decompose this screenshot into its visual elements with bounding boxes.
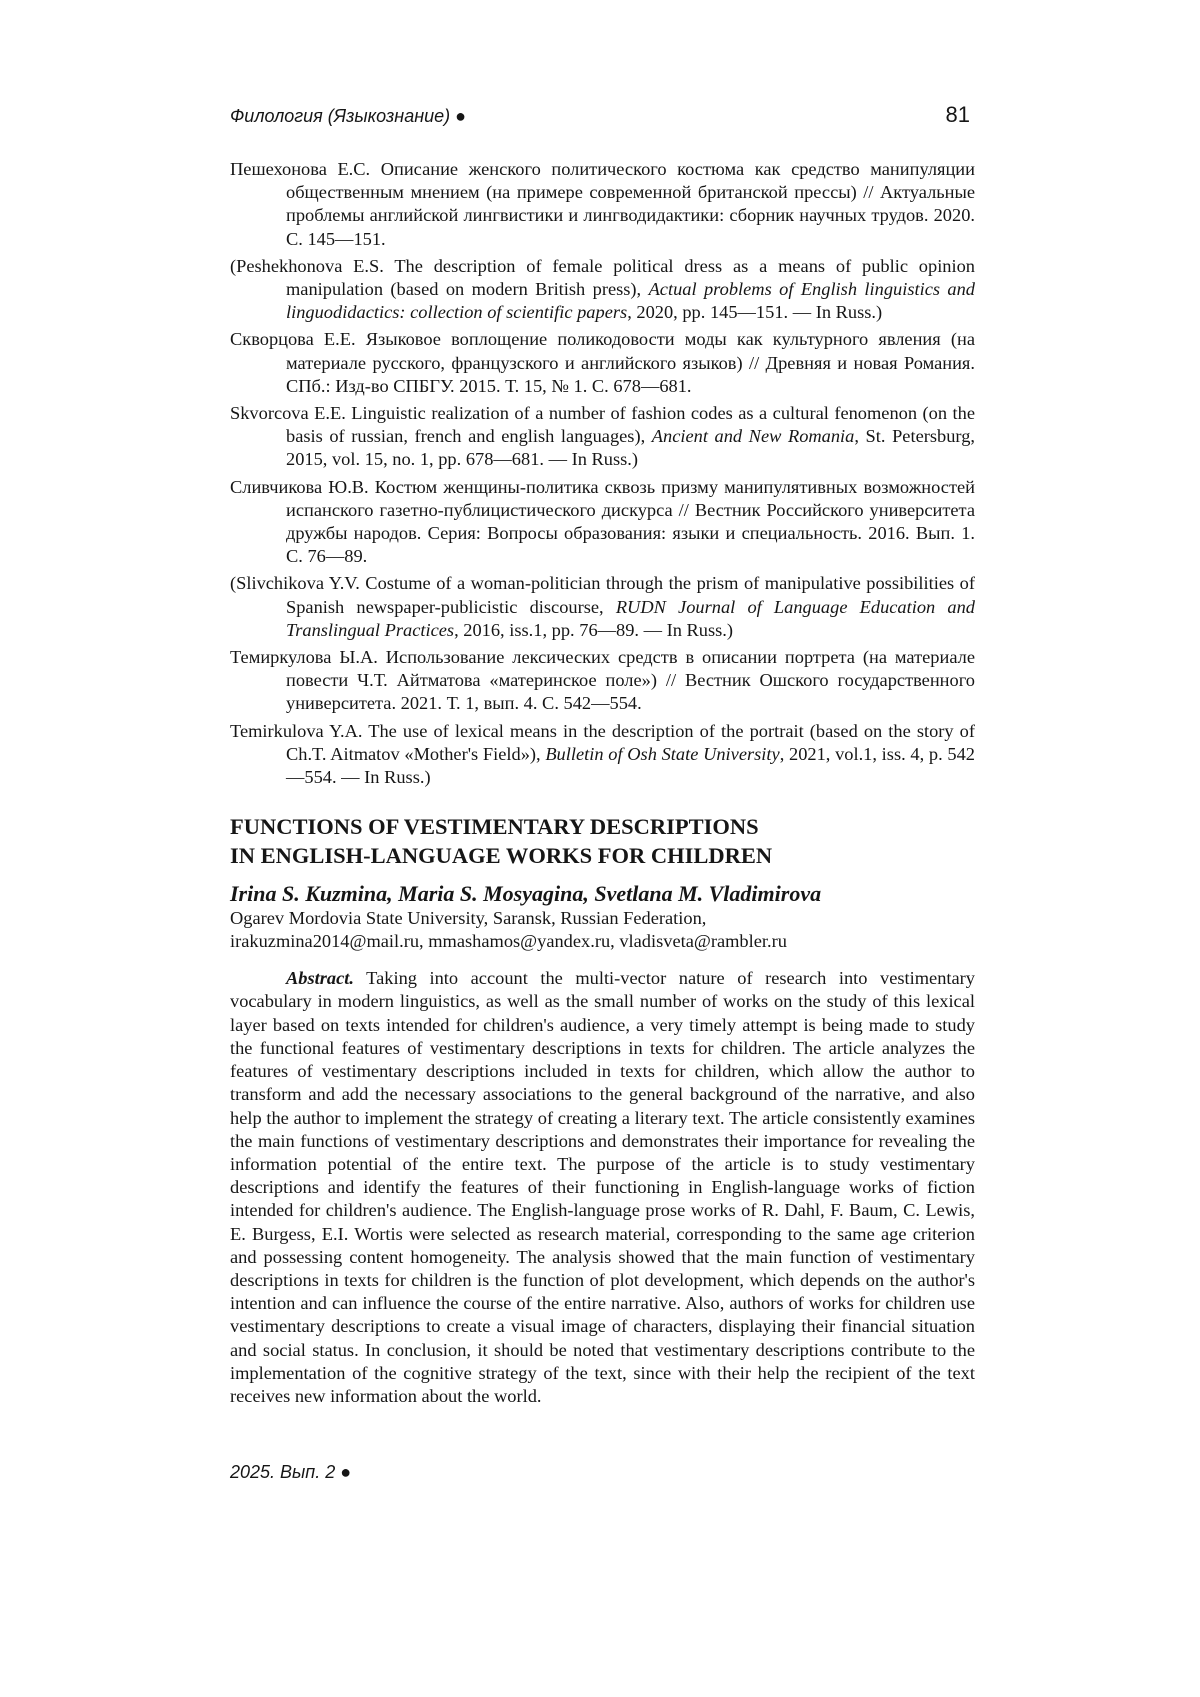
running-head: Филология (Языкознание) ● <box>230 106 467 126</box>
reference-item: Пешехонова Е.С. Описание женского политического костюма как средство манипуляции общественным мнением (на примере современной британской прессы) // Актуальные проблемы английской лингвистики и лингводидактики: сборник научных трудов. 2020. С. 145—151. <box>230 159 975 249</box>
abstract-text: Taking into account the multi-vector nature of research into vestimentary vocabulary in modern linguistics, as well as the small number of works on the study of this lexical layer based on texts intended for children's audience, a very timely attempt is being made to study the functional features of vestimentary descriptions in texts for children. The article analyzes the features of vestimentary descriptions included in texts for children, which allow the author to transform and add the necessary associations to the general background of the narrative, and also help the author to implement the strategy of creating a literary text. The article consistently examines the main functions of vestimentary descriptions and demonstrates their importance for revealing the information potential of the entire text. The purpose of the article is to study vestimentary descriptions and identify the features of their functioning in English-language works of fiction intended for children's audience. The English-language prose works of R. Dahl, F. Baum, C. Lewis, E. Burgess, E.I. Wortis were selected as research material, corresponding to the same age criterion and possessing content homogeneity. The analysis showed that the main function of vestimentary descriptions in texts for children is the function of plot development, which depends on the author's intention and can influence the course of the entire narrative. Also, authors of works for children use vestimentary descriptions to create a visual image of characters, displaying their financial situation and social status. In conclusion, it should be noted that vestimentary descriptions contribute to the implementation of the cognitive strategy of the text, since with their help the recipient of the text receives new information about the world. <box>230 968 976 1406</box>
reference-item: (Peshekhonova E.S. The description of female political dress as a means of public opinion manipulation (based on modern British press), Actual problems of English linguistics and linguodidactics: collection of scientific papers, 2020, pp. 145—151. — In Russ.) <box>230 255 975 323</box>
article-title <box>230 813 975 870</box>
reference-item: Temirkulova Y.A. The use of lexical means in the description of the portrait (based on the story of Ch.T. Aitmatov «Mother's Field»), Bulletin of Osh State University, 2021, vol.1, iss. 4, p. 542—554. — In Russ.) <box>230 720 975 788</box>
author-affiliation: Ogarev Mordovia State University, Saransk, Russian Federation, <box>230 908 707 929</box>
page-content <box>230 158 975 1427</box>
page-header <box>230 102 970 128</box>
author-emails: irakuzmina2014@mail.ru, mmashamos@yandex.ru, vladisveta@rambler.ru <box>230 931 787 952</box>
reference-item: Сливчикова Ю.В. Костюм женщины-политика сквозь призму манипулятивных возможностей испанского газетно-публицистического дискурса // Вестник Российского университета дружбы народов. Серия: Вопросы образования: языки и специальность. 2016. Вып. 1. С. 76—89. <box>230 476 975 567</box>
article-authors: Irina S. Kuzmina, Maria S. Mosyagina, Svetlana M. Vladimirova <box>230 881 822 907</box>
reference-list <box>230 158 975 789</box>
abstract <box>230 967 975 1408</box>
abstract-label: Abstract. <box>286 968 354 989</box>
reference-item: Скворцова Е.Е. Языковое воплощение поликодовости моды как культурного явления (на материале русского, французского и английского языков) // Древняя и новая Романия. СПб.: Изд-во СПБГУ. 2015. Т. 15, № 1. С. 678—681. <box>230 329 975 396</box>
page-footer: 2025. Вып. 2 ● <box>230 1462 352 1482</box>
reference-item: Skvorcova E.E. Linguistic realization of a number of fashion codes as a cultural fenomenon (on the basis of russian, french and english languages), Ancient and New Romania, St. Petersburg, 2015, vol. 15, no. 1, pp. 678—681. — In Russ.) <box>230 403 975 470</box>
reference-item: Темиркулова Ы.А. Использование лексических средств в описании портрета (на материале повести Ч.Т. Айтматова «материнское поле») // Вестник Ошского государственного университета. 2021. Т. 1, вып. 4. С. 542—554. <box>230 647 975 714</box>
reference-item: (Slivchikova Y.V. Costume of a woman-politician through the prism of manipulative possibilities of Spanish newspaper-publicistic discourse, RUDN Journal of Language Education and Translingual Practices, 2016, iss.1, pp. 76—89. — In Russ.) <box>230 573 975 640</box>
article-title-line: FUNCTIONS OF VESTIMENTARY DESCRIPTIONS <box>230 814 759 840</box>
article-title-line: IN ENGLISH-LANGUAGE WORKS FOR CHILDREN <box>230 842 773 868</box>
page-number: 81 <box>945 102 970 127</box>
